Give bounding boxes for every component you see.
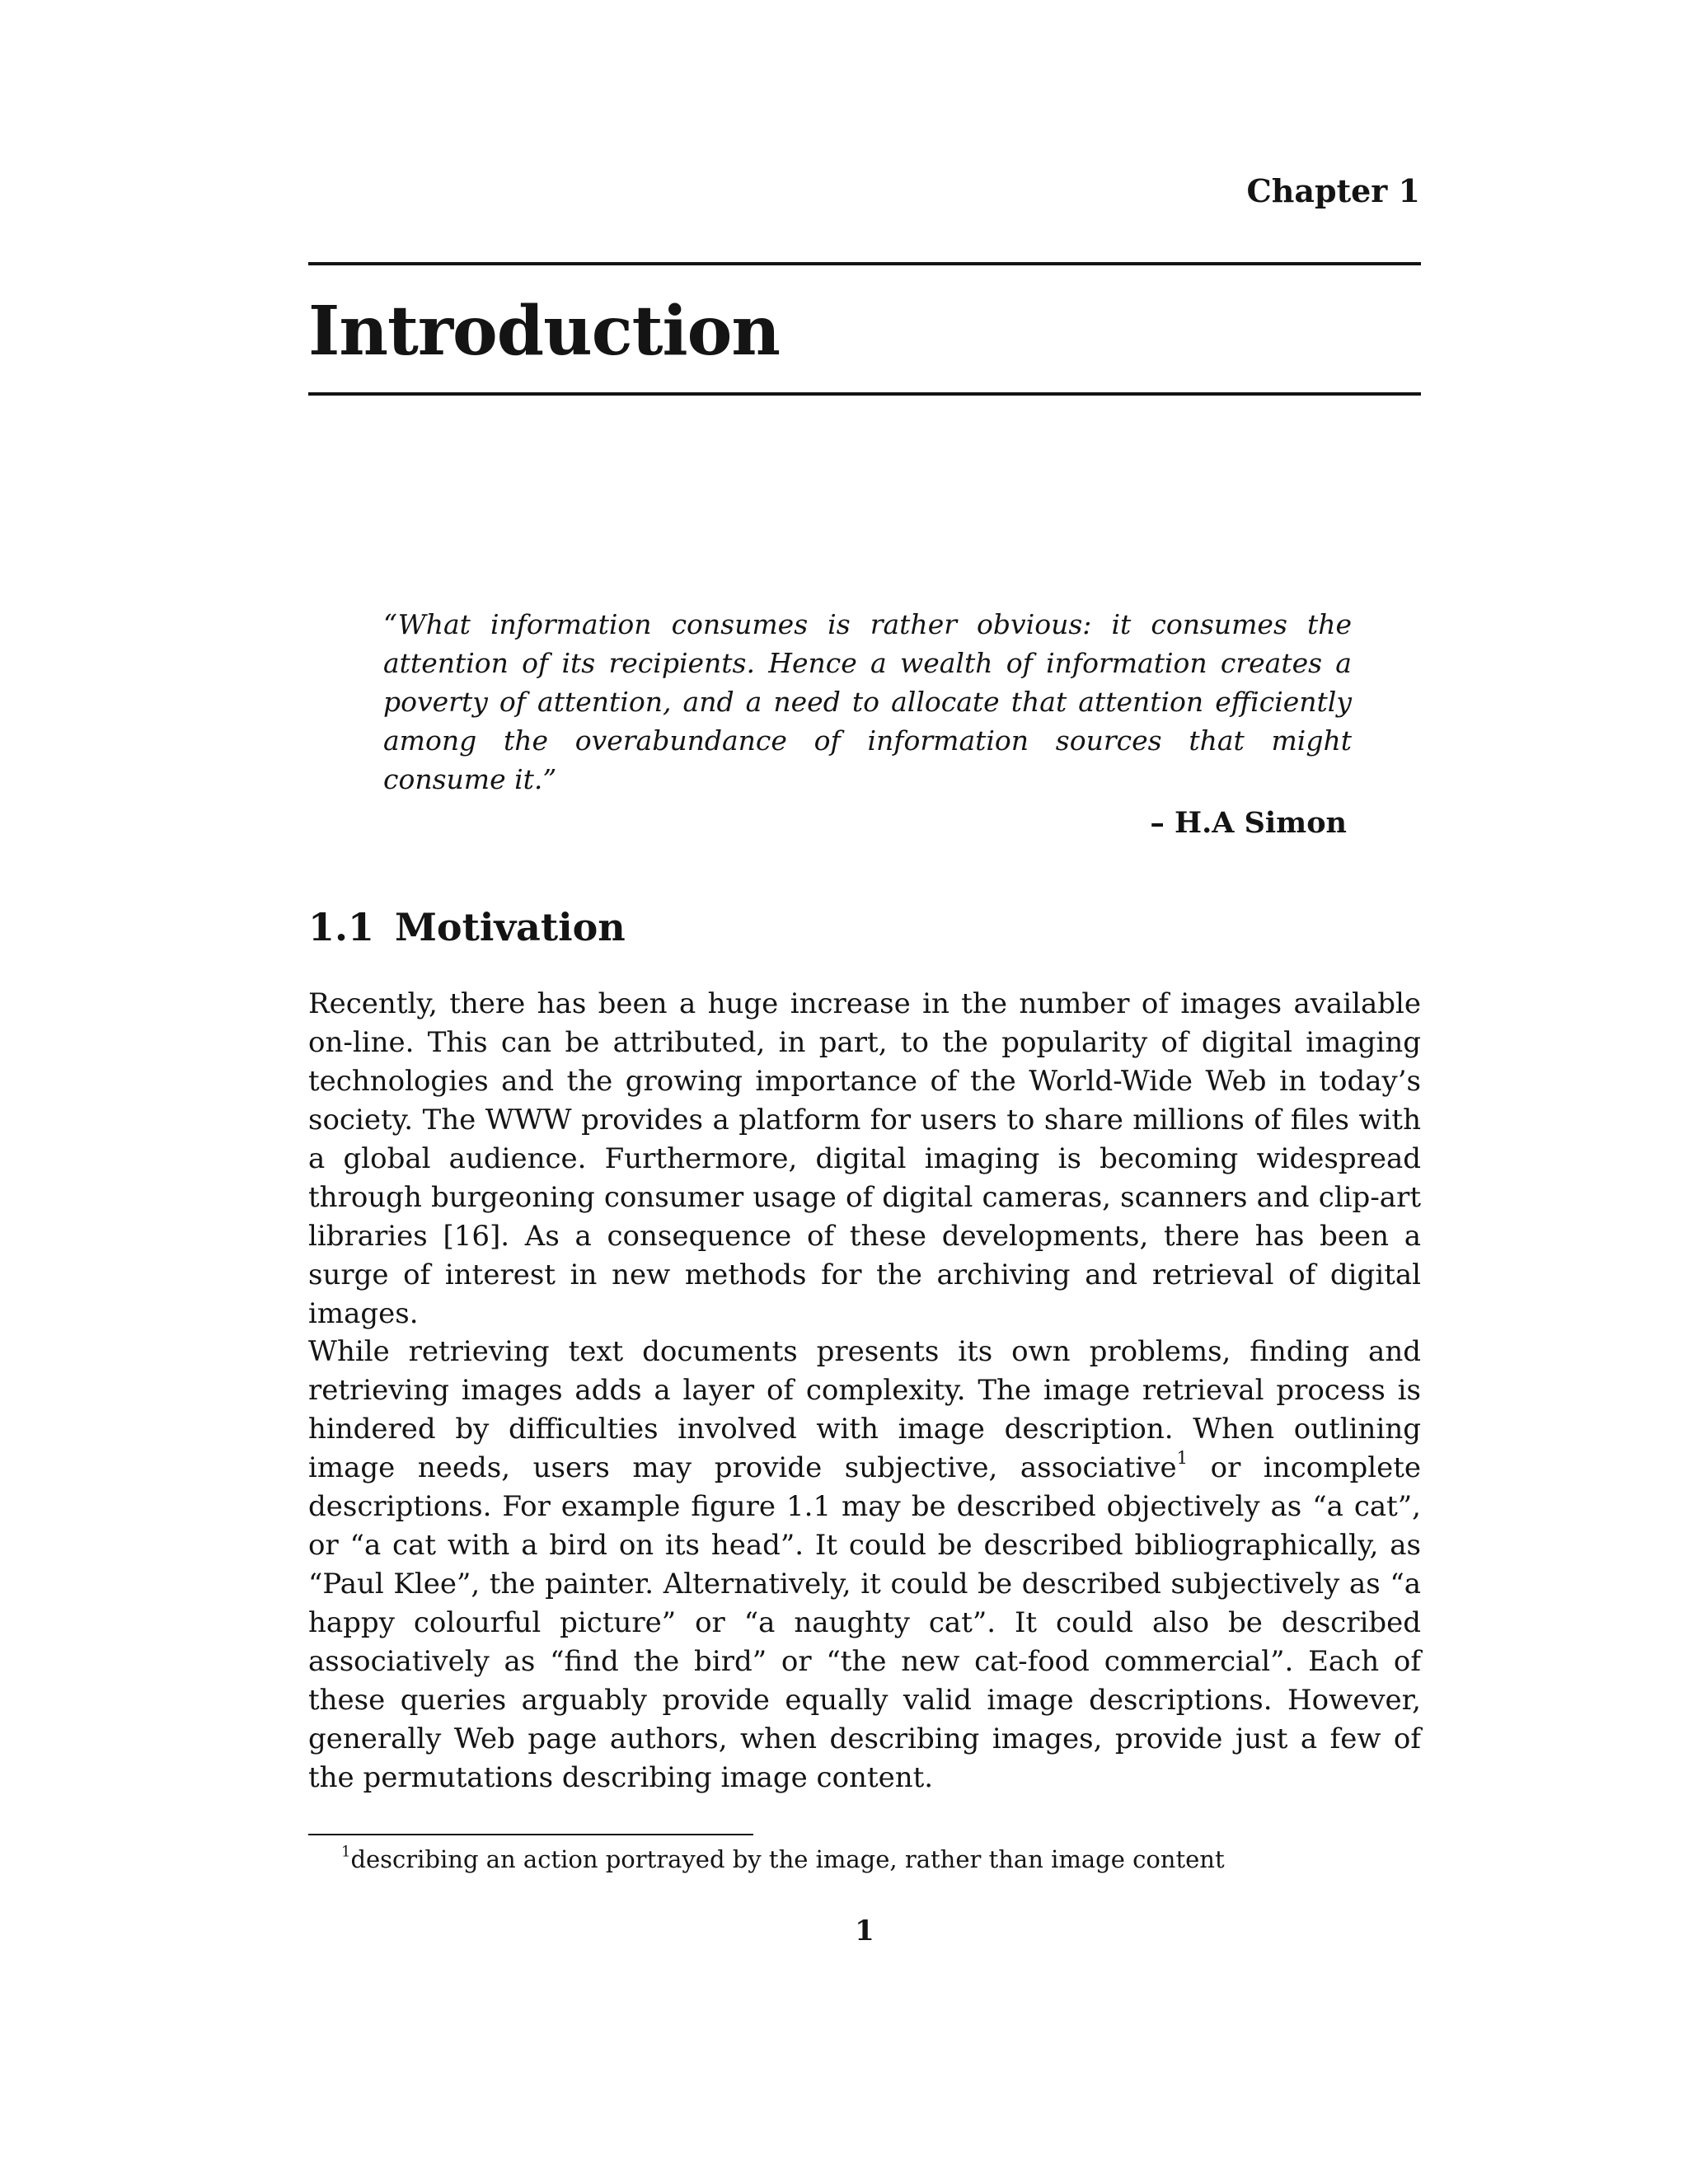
footnote-marker: 1 [341, 1843, 351, 1861]
footnote-text: describing an action portrayed by the image, rather than image content [350, 1845, 1225, 1873]
title-rule-top [308, 262, 1421, 265]
epigraph-author: – H.A Simon [1150, 806, 1347, 840]
body-paragraph-2 [308, 1333, 1421, 1797]
body-paragraph-1: Recently, there has been a huge increase in the number of images available on-line. This can be attributed, in part, to the popularity of digital imaging technologies and the growing importance of the World-Wide Web in today’s society. The WWW provides a platform for users to share millions of files with a global audience. Furthermore, digital imaging is becoming widespread through burgeoning consumer usage of digital cameras, scanners and clip-art libraries [16]. As a consequence of these developments, there has been a surge of interest in new methods for the archiving and retrieval of digital images. [308, 987, 1421, 1330]
section-number: 1.1 [308, 905, 375, 949]
paragraph-2-text-start: While retrieving text documents presents its own problems, finding and retrieving images adds a layer of complexity. The image retrieval process is hindered by difficulties involved with image description. When outlining image needs, users may provide subjective, associative [308, 1335, 1421, 1484]
footnote-rule [308, 1834, 753, 1835]
chapter-title: Introduction [308, 292, 780, 371]
footnote-reference: 1 [1176, 1447, 1188, 1469]
paragraph-2-text-end: or incomplete descriptions. For example figure 1.1 may be described objectively as “a cat”, or “a cat with a bird on its head”. It could be described bibliographically, as “Paul Klee”, the painter. Alternatively, it could be described subjectively as “a happy colourful picture” or “a naughty cat”. It could also be described associatively as “find the bird” or “the new cat-food commercial”. Each of these queries arguably provide equally valid image descriptions. However, generally Web page authors, when describing images, provide just a few of the permutations describing image content. [308, 1451, 1421, 1794]
footnote [341, 1843, 1225, 1876]
section-heading [308, 902, 626, 952]
chapter-label: Chapter 1 [1246, 172, 1420, 209]
section-title: Motivation [395, 905, 626, 949]
page-number: 1 [855, 1915, 874, 1947]
title-rule-bottom [308, 392, 1421, 396]
epigraph-quote: “What information consumes is rather obvious: it consumes the attention of its recipients. Hence a wealth of information creates a poverty of attention, and a need to allocate that attention efficiently among the overabundance of information sources that might consume it.” [383, 608, 1352, 795]
